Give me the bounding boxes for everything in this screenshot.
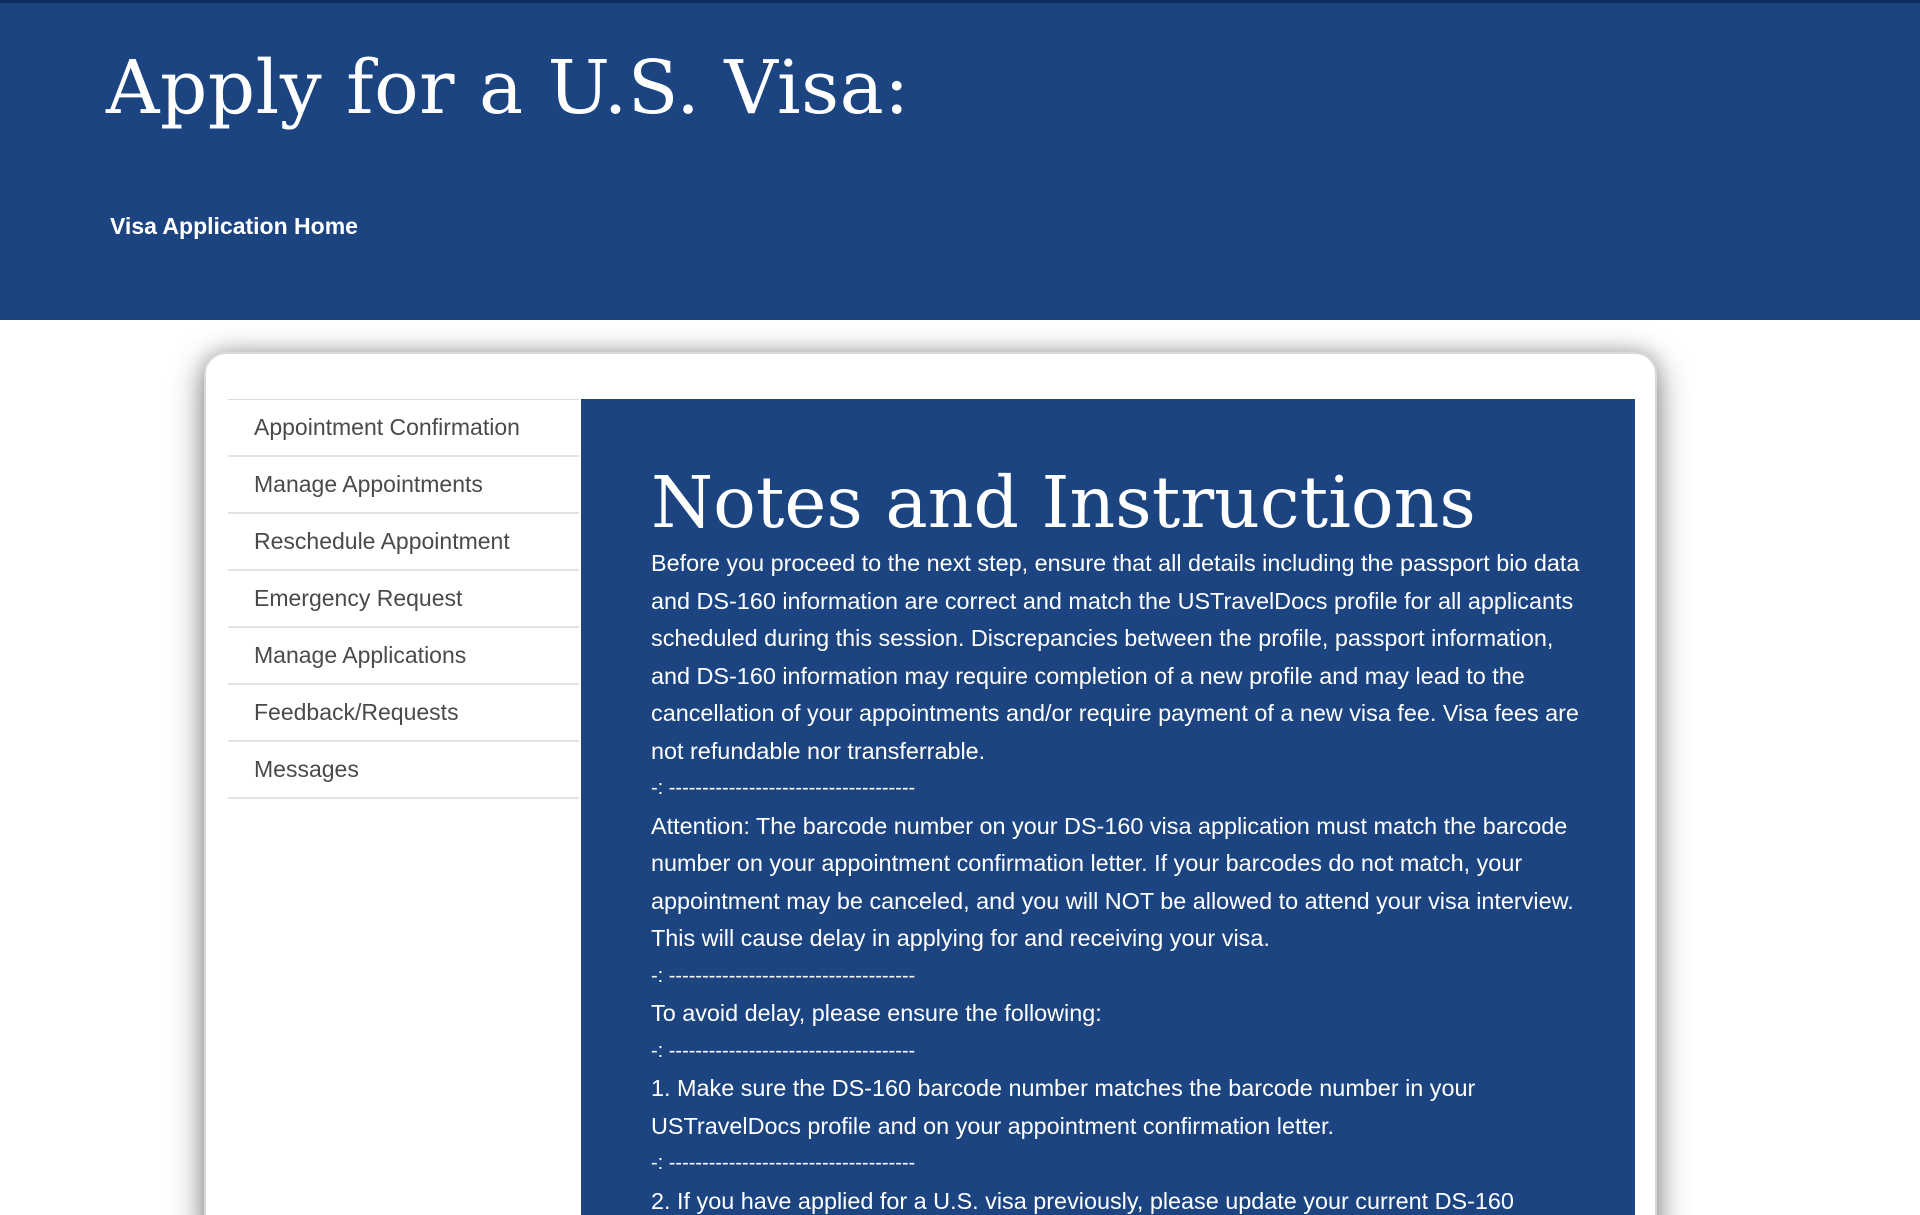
- notes-paragraph-profile-match: Before you proceed to the next step, ensure that all details including the passport bio data and DS-160 information are correct and match the USTravelDocs profile for all applicants scheduled during this session. Discrepancies between the profile, passport information, and DS-160 information may require completion of a new profile and may lead to the cancellation of your appointments and/or require payment of a new visa fee. Visa fees are not refundable nor transferrable.: [651, 550, 1580, 764]
- notes-paragraph-avoid-delay: To avoid delay, please ensure the following:: [651, 1000, 1102, 1026]
- notes-title: Notes and Instructions: [651, 461, 1476, 544]
- visa-application-home-link[interactable]: Visa Application Home: [110, 213, 358, 239]
- sidebar-nav: [228, 399, 579, 799]
- notes-separator: -: -------------------------------------: [651, 777, 916, 799]
- notes-separator: -: -------------------------------------: [651, 1039, 916, 1062]
- notes-paragraph-step-1: 1. Make sure the DS-160 barcode number matches the barcode number in your USTravelDocs profile and on your appointment confirmation letter.: [651, 1075, 1476, 1139]
- notes-separator: -: -------------------------------------: [651, 964, 916, 987]
- content-card: [204, 352, 1657, 1215]
- sidebar-item-emergency-request[interactable]: Emergency Request: [228, 571, 579, 628]
- notes-paragraph-barcode-attention: Attention: The barcode number on your DS-160 visa application must match the barcode number on your appointment confirmation letter. If your barcodes do not match, your appointment may be canceled, and you will NOT be allowed to attend your visa interview. This will cause delay in applying for and receiving your visa.: [651, 812, 1574, 951]
- notes-panel: [581, 399, 1635, 1215]
- sidebar-item-appointment-confirmation[interactable]: Appointment Confirmation: [228, 400, 579, 457]
- sidebar-item-feedback-requests[interactable]: Feedback/Requests: [228, 685, 579, 742]
- sidebar-item-manage-applications[interactable]: Manage Applications: [228, 628, 579, 685]
- page-title: Apply for a U.S. Visa:: [106, 45, 910, 131]
- notes-separator: -: -------------------------------------: [651, 1152, 916, 1174]
- notes-paragraph-step-2: 2. If you have applied for a U.S. visa previously, please update your current DS-160: [651, 1187, 1514, 1214]
- page-header: [0, 0, 1920, 320]
- sidebar-item-manage-appointments[interactable]: Manage Appointments: [228, 457, 579, 514]
- sidebar-item-reschedule-appointment[interactable]: Reschedule Appointment: [228, 514, 579, 571]
- sidebar-item-messages[interactable]: Messages: [228, 742, 579, 799]
